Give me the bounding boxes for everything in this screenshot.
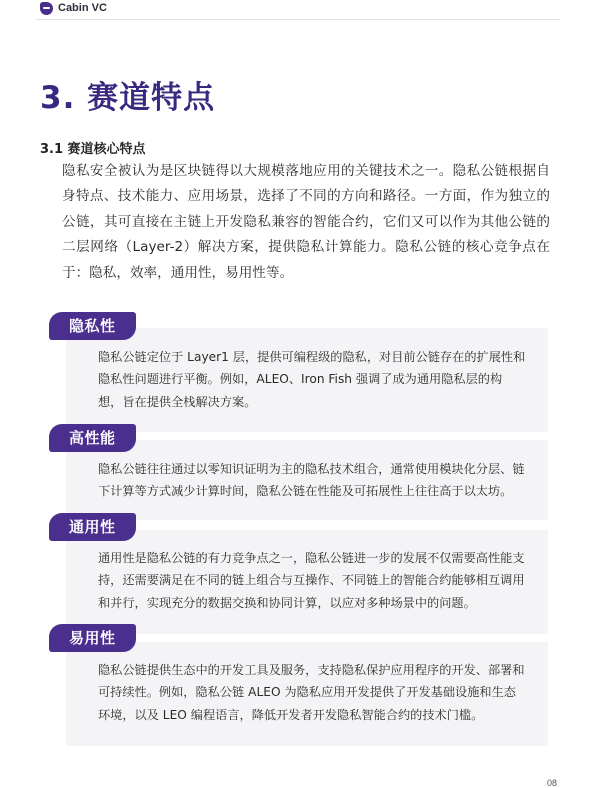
page-header (36, 0, 560, 20)
feature-text: 隐私公链定位于 Layer1 层，提供可编程级的隐私，对目前公链存在的扩展性和隐私性问题进行平衡。例如，ALEO、Iron Fish 强调了成为通用隐私层的构想，旨在提供全栈解决方案。 (98, 350, 526, 409)
feature-badge-performance: 高性能 (49, 424, 136, 452)
feature-text: 通用性是隐私公链的有力竞争点之一，隐私公链进一步的发展不仅需要高性能支持，还需要满足在不同的链上组合与互操作、不同链上的智能合约能够相互调用和并行，实现充分的数据交换和协同计算，以应对多种场景中的问题。 (98, 551, 525, 610)
feature-card-performance (66, 440, 548, 520)
feature-card-usability (66, 642, 548, 746)
section-title: 3. 赛道特点 (40, 80, 216, 116)
brand-name: Cabin VC (58, 2, 107, 14)
feature-card-privacy (66, 328, 548, 432)
cabin-logo-icon (40, 2, 53, 15)
subsection-title: 3.1 赛道核心特点 (40, 142, 146, 157)
feature-badge-generality: 通用性 (49, 513, 136, 541)
intro-paragraph: 隐私安全被认为是区块链得以大规模落地应用的关键技术之一。隐私公链根据自身特点、技术能力、应用场景，选择了不同的方向和路径。一方面，作为独立的公链，其可直接在主链上开发隐私兼容的智能合约，它们又可以作为其他公链的二层网络（Layer-2）解决方案，提供隐私计算能力。隐私公链的核心竞争点在于：隐私，效率，通用性，易用性等。 (62, 163, 550, 281)
feature-badge-usability: 易用性 (49, 624, 136, 652)
feature-text: 隐私公链提供生态中的开发工具及服务，支持隐私保护应用程序的开发、部署和可持续性。例如，隐私公链 ALEO 为隐私应用开发提供了开发基础设施和生态环境，以及 LEO 编程语言，降低开发者开发隐私智能合约的技术门槛。 (98, 663, 525, 722)
feature-text: 隐私公链往往通过以零知识证明为主的隐私技术组合，通常使用模块化分层、链下计算等方式减少计算时间，隐私公链在性能及可拓展性上往往高于以太坊。 (98, 462, 525, 499)
page-number: 08 (547, 778, 558, 788)
feature-badge-privacy: 隐私性 (49, 312, 136, 340)
brand-logo (40, 1, 107, 15)
feature-card-generality (66, 530, 548, 634)
